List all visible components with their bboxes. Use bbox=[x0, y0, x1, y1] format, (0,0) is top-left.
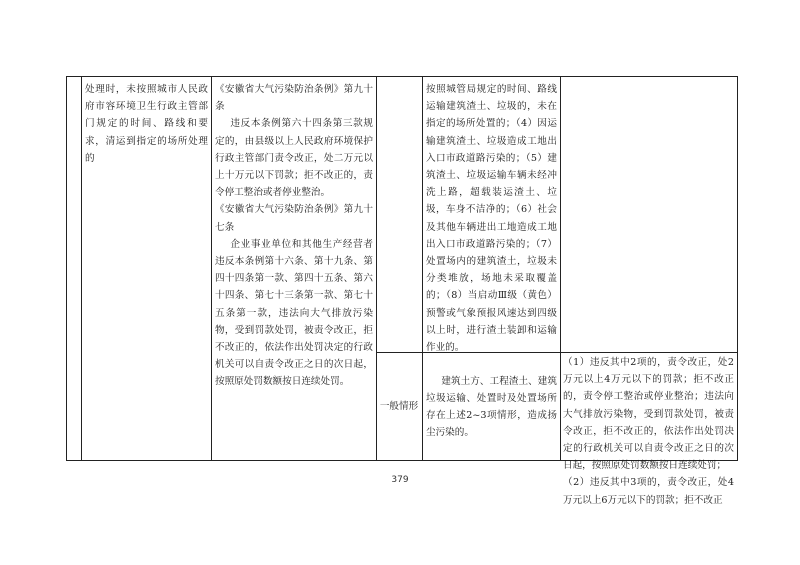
page-number: 379 bbox=[391, 475, 409, 485]
table-right-border bbox=[737, 76, 738, 461]
violation-description-cell: 处理时，未按照城市人民政府市容环境卫生行政主管部门规定的时间、路线和要求，清运到指定的场所处理的 bbox=[85, 84, 208, 164]
legal-provision-text: 企业事业单位和其他生产经营者违反本条例第十六条、第十九条、第四十四条第一款、第四十五条、第六十四条、第七十三条第一款、第七十五条第一款，违法向大气排放污染物，受到罚款处罚，被责令改正，拒不改正的，依法作出处罚决定的行政机关可以自责令改正之日的次日起，按照原处罚数额按日连续处罚。 bbox=[215, 238, 373, 388]
circumstance-level-cell bbox=[378, 354, 420, 460]
column-divider bbox=[422, 76, 423, 461]
violation-facts-cell bbox=[426, 354, 557, 460]
violation-facts-text: 建筑土方、工程渣土、建筑垃圾运输、处置时及处置场所存在上述2~3项情形，造成扬尘污染的。 bbox=[426, 375, 557, 439]
column-divider bbox=[81, 76, 82, 461]
column-divider bbox=[376, 76, 377, 461]
table-top-border bbox=[66, 76, 738, 77]
column-divider bbox=[560, 76, 561, 461]
table-left-border bbox=[66, 76, 67, 461]
violation-facts-cell: 按照城管局规定的时间、路线运输建筑渣土、垃圾的，未在指定的场所处置的；（4）因运输建筑渣土、垃圾造成工地出入口市政道路污染的；（5）建筑渣土、垃圾运输车辆未经冲洗上路，超载装运渣土、垃圾，车身不洁净的；（6）社会及其他车辆进出工地造成工地出入口市政道路污染的；（7）处置场内的建筑渣土，垃圾未分类堆放，场地未采取覆盖的；（8）当启动Ⅲ级（黄色）预警或气象预报风速达到四级以上时，进行渣土装卸和运输作业的。 bbox=[426, 84, 557, 354]
circumstance-cell bbox=[378, 81, 420, 349]
legal-provision-text: 违反本条例第六十四条第三款规定的，由县级以上人民政府环境保护行政主管部门责令改正，处二万元以上十万元以下罚款；拒不改正的，责令停工整治或者停业整治。 bbox=[215, 118, 373, 199]
row-number-cell bbox=[68, 80, 80, 456]
penalty-standard-item: （1）违反其中2项的，责令改正，处2万元以上4万元以下的罚款；拒不改正的，责令停工整治或停业整治；违法向大气排放污染物，受到罚款处罚，被责令改正，拒不改正的，依法作出处罚决定的行政机关可以自责令改正之日的次日起，按照原处罚数额按日连续处罚； bbox=[563, 357, 734, 472]
legal-citation: 《安徽省大气污染防治条例》第九十条 bbox=[215, 84, 373, 113]
penalty-standard-cell bbox=[563, 354, 734, 506]
legal-citation: 《安徽省大气污染防治条例》第九十七条 bbox=[215, 204, 373, 233]
legal-basis-cell bbox=[215, 81, 373, 455]
column-divider bbox=[211, 76, 212, 461]
circumstance-level-label: 一般情形 bbox=[379, 401, 419, 413]
penalty-standard-item: （2）违反其中3项的，责令改正，处4万元以上6万元以下的罚款；拒不改正 bbox=[563, 477, 734, 506]
penalty-standard-cell bbox=[563, 81, 735, 349]
